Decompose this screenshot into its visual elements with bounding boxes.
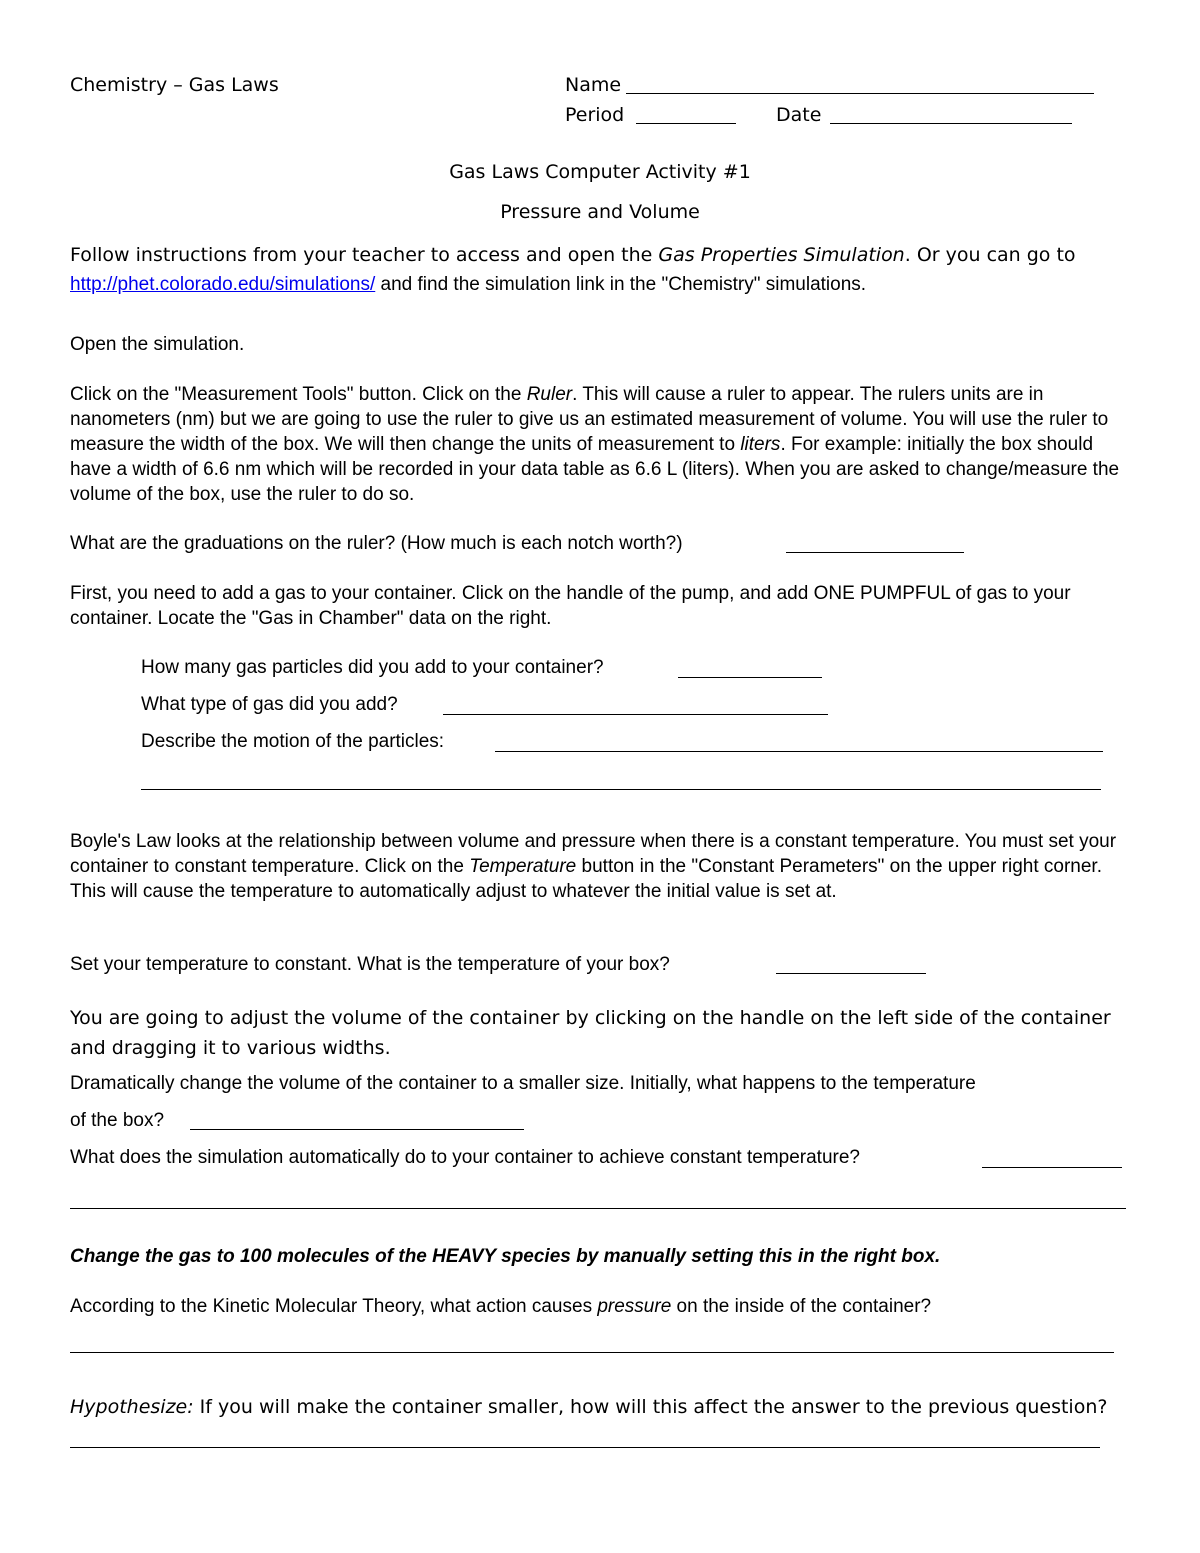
ruler-text-3: . For example: initially the box should have a width of 6.6 nm which will be recorded in your data table as 6.6 L (liters). When you are asked to change/measure the volume of the box, use the ruler to do so. [70,434,1120,505]
hypothesize-label: Hypothesize: [70,1396,194,1418]
particles-answer-line[interactable] [678,677,822,678]
boyle-paragraph [70,829,1130,904]
hypothesize-question [70,1396,1107,1418]
adjust-paragraph: You are going to adjust the volume of the container by clicking on the handle on the left side of the container and dragging it to various widths. [70,1007,1111,1059]
ruler-word: Ruler [526,384,573,405]
motion-answer-line[interactable] [495,751,1103,752]
kmt-text-2: on the inside of the container? [671,1296,932,1317]
boyle-text-1: Boyle's Law looks at the relationship between volume and pressure when there is a constant temperature. You must set your container to constant temperature. Click on the [70,831,1117,877]
name-field[interactable] [626,93,1094,94]
intro-paragraph [70,241,1135,300]
phet-link[interactable]: http://phet.colorado.edu/simulations/ [70,274,376,295]
auto-answer-line-2[interactable] [70,1208,1126,1209]
auto-answer-line[interactable] [982,1167,1122,1168]
simulation-name: Gas Properties Simulation [658,244,905,266]
date-field[interactable] [830,123,1072,124]
course-title: Chemistry – Gas Laws [70,74,279,96]
open-sim-text: Open the simulation. [70,334,245,355]
name-label: Name [565,74,622,96]
ruler-text-2: . This will cause a ruler to appear. The rulers units are in nanometers (nm) but we are going to use the ruler to give us an estimated measurement of volume. You will use the ruler to measure the width of the box. We will then change the units of measurement to [70,384,1109,455]
temperature-answer-line[interactable] [776,973,926,974]
period-label: Period [565,104,625,126]
intro-after-url: and find the simulation link in the "Chemistry" simulations. [375,274,867,295]
auto-question: What does the simulation automatically do to your container to achieve constant temperature? [70,1147,860,1168]
temperature-word: Temperature [469,856,577,877]
pump-paragraph: First, you need to add a gas to your container. Click on the handle of the pump, and add ONE PUMPFUL of gas to your container. Locate the "Gas in Chamber" data on the right. [70,583,1071,629]
heavy-instruction: Change the gas to 100 molecules of the HEAVY species by manually setting this in the right box. [70,1246,941,1267]
kmt-question [70,1296,931,1318]
dramatic-question-line-1: Dramatically change the volume of the container to a smaller size. Initially, what happens to the temperature [70,1073,976,1094]
hypothesize-answer-line[interactable] [70,1447,1100,1448]
gas-type-question: What type of gas did you add? [141,694,398,715]
ruler-text-1: Click on the "Measurement Tools" button. Click on the [70,384,527,405]
pressure-word: pressure [597,1296,672,1317]
hypothesize-text: If you will make the container smaller, how will this affect the answer to the previous question? [193,1396,1108,1418]
particles-question: How many gas particles did you add to your container? [141,657,604,678]
ruler-paragraph [70,382,1135,507]
dramatic-question-line-2: of the box? [70,1110,165,1131]
kmt-answer-line[interactable] [70,1352,1114,1353]
intro-bold-end: . Or you can go to [904,244,1076,266]
boyle-text-2: button in the "Constant Perameters" on the upper right corner. This will cause the temperature to automatically adjust to whatever the initial value is set at. [70,856,1102,902]
temperature-question: Set your temperature to constant. What is the temperature of your box? [70,954,670,975]
graduations-question: What are the graduations on the ruler? (How much is each notch worth?) [70,533,683,554]
kmt-text-1: According to the Kinetic Molecular Theory, what action causes [70,1296,598,1317]
graduations-answer-line[interactable] [786,552,964,553]
intro-bold-start: Follow instructions from your teacher to access and open the [70,244,659,266]
activity-title: Gas Laws Computer Activity #1 [449,161,751,183]
motion-question: Describe the motion of the particles: [141,731,445,752]
dramatic-answer-line[interactable] [190,1129,524,1130]
motion-answer-line-2[interactable] [141,789,1101,790]
liters-word: liters [740,434,781,455]
activity-subtitle: Pressure and Volume [500,201,700,223]
gas-type-answer-line[interactable] [443,714,828,715]
period-field[interactable] [636,123,736,124]
date-label: Date [776,104,822,126]
